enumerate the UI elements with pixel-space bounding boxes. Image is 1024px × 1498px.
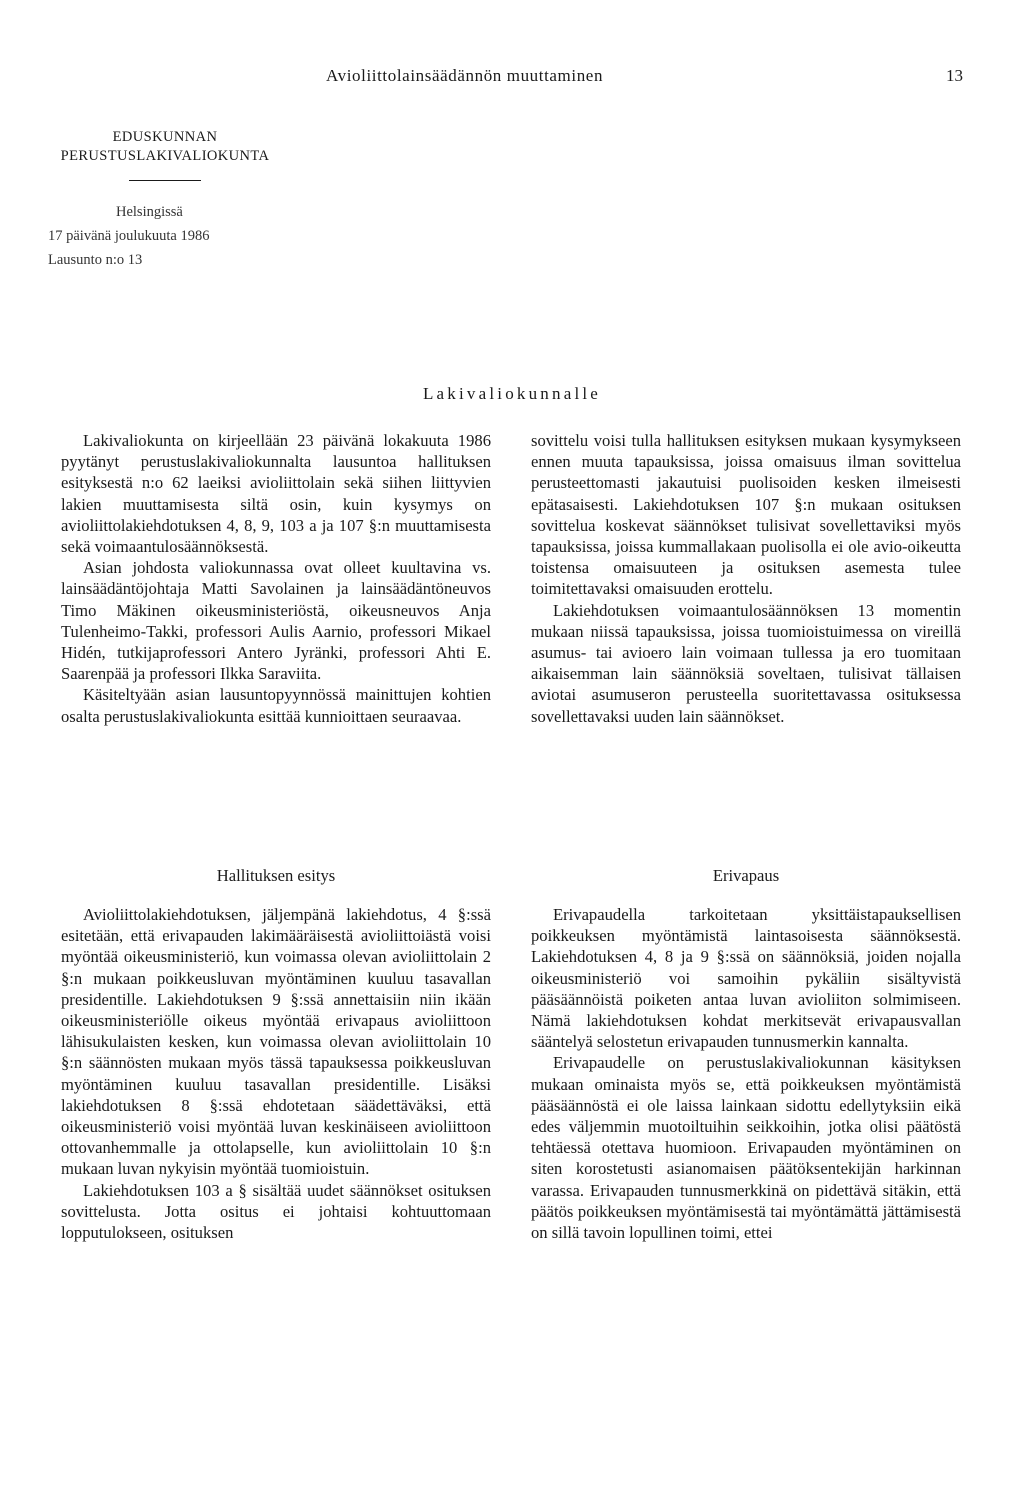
intro-right-column [531, 430, 961, 727]
intro-left-column [61, 430, 491, 727]
running-title: Avioliittolainsäädännön muuttaminen [326, 66, 604, 85]
place: Helsingissä [116, 204, 183, 220]
section-left-column [61, 904, 491, 1243]
paragraph: sovittelu voisi tulla hallituksen esityksen mukaan kysymykseen ennen muuta tapauksissa, joissa omaisuus ilman sovittelua perusteettomasti jakautuisi puolisoiden kesken ilmeisesti epätasaisesti. Lakiehdotuksen 107 §:n mukaan osituksen sovittelua koskevat säännökset tulisivat sovellettaviksi myös tapauksissa, joissa kummallakaan puolisolla ei ole avio-oikeutta toistensa omaisuuteen ja osituksen asemesta tulee toimitettavaksi omaisuuden erottelu. [531, 431, 961, 599]
section-right-column [531, 904, 961, 1243]
paragraph: Lakivaliokunta on kirjeellään 23 päivänä lokakuuta 1986 pyytänyt perustuslakivaliokunnalta lausuntoa hallituksen esityksestä n:o 62 laeiksi avioliittolain sekä siihen liittyvien lakien muuttamisesta siltä osin, kuin kysymys on avioliittolakiehdotuksen 4, 8, 9, 103 a ja 107 §:n muuttamisesta sekä voimaantulosäännöksestä. [61, 431, 491, 557]
addressee: Lakivaliokunnalle [422, 384, 602, 403]
letter-meta [48, 200, 209, 272]
paragraph: Erivapaudelle on perustuslakivaliokunnan käsityksen mukaan ominaista myös se, että poikkeuksen myöntämistä pääsäännöstä ei ole laissa lainkaan sidottu edellytyksiin eikä edes väljemmin muotoiltuihin seikkoihin, jotka olisi päätöstä tehtäessä otettava huomioon. Erivapauden myöntäminen on siten korostetusti asianomaisen päätöksentekijän harkinnan varassa. Erivapauden tunnusmerkkinä on pidettävä sitäkin, että päätös poikkeuksen myöntämisestä tai myöntämättä jättämisestä on sillä tavoin lopullinen toimi, ettei [531, 1053, 961, 1243]
paragraph: Erivapaudella tarkoitetaan yksittäistapauksellisen poikkeuksen myöntämistä laintasoisesta säännöksestä. Lakiehdotuksen 4, 8 ja 9 §:ssä on säännöksiä, joiden nojalla oikeusministeriö voi samoihin pykäliin sisältyvistä pääsäännöistä poiketen antaa luvan avioliiton solmimiseen. Nämä lakiehdotuksen kohdat merkitsevät erivapausvallan sääntelyä selostetun erivapauden tunnusmerkin kannalta. [531, 905, 961, 1052]
statement-number: Lausunto n:o 13 [48, 252, 143, 268]
running-header [0, 66, 1024, 88]
page-number: 13 [946, 66, 963, 85]
org-name-line2: PERUSTUSLAKIVALIOKUNTA [60, 148, 270, 164]
paragraph: Käsiteltyään asian lausuntopyynnössä mainittujen kohtien osalta perustuslakivaliokunta esittää kunnioittaen seuraavaa. [61, 685, 491, 726]
divider [129, 180, 201, 181]
paragraph: Lakiehdotuksen voimaantulosäännöksen 13 momentin mukaan niissä tapauksissa, joissa tuomioistuimessa on vireillä asumus- tai avioero lain voimaan tullessa ja ero tuomitaan aikaisemman lain säännöksiä soveltaen, tulisivat tällaisen aviotai asumuseron perusteella suoritettavassa osituksessa sovellettavaksi uuden lain säännökset. [531, 600, 961, 726]
letterhead [30, 128, 300, 181]
paragraph: Avioliittolakiehdotuksen, jäljempänä lakiehdotus, 4 §:ssä esitetään, että erivapauden lakimääräisestä avioliittoiästä voisi myöntää oikeusministeriö, kun voimassa olevan avioliittolain 2 §:n mukaan poikkeusluvan myöntäminen kuuluu tasavallan presidentille. Lakiehdotuksen 9 §:ssä annettaisiin niin ikään oikeusministeriölle oikeus myöntää erivapaus avioliittoon lähisukulaisten kesken, kun voimassa olevan avioliittolain 10 §:n säännösten mukaan myös tässä tapauksessa poikkeusluvan myöntäminen kuuluu tasavallan presidentille. Lisäksi lakiehdotuksen 8 §:ssä ehdotetaan säädettäväksi, että oikeusministeriö voisi myöntää luvan keskinäiseen avioliittoon ottovanhemmalle ja ottolapselle, kun avioliittolain 10 §:n mukaan luvan nykyisin myöntää tuomioistuin. [61, 905, 491, 1179]
section-heading-erivapaus: Erivapaus [712, 866, 780, 885]
date: 17 päivänä joulukuuta 1986 [48, 228, 210, 244]
paragraph: Lakiehdotuksen 103 a § sisältää uudet säännökset osituksen sovittelusta. Jotta ositus ei johtaisi kohtuuttomaan lopputulokseen, osituksen [61, 1180, 491, 1243]
section-heading-hallituksen-esitys: Hallituksen esitys [216, 866, 336, 885]
paragraph: Asian johdosta valiokunnassa ovat olleet kuultavina vs. lainsäädäntöjohtaja Matti Savolainen ja lainsäädäntöneuvos Timo Mäkinen oikeusministeriöstä, oikeusneuvos Anja Tulenheimo-Takki, professori Aulis Aarnio, professori Mikael Hidén, tutkijaprofessori Antero Jyränki, professori Ahti E. Saarenpää ja professori Ilkka Saraviita. [61, 558, 491, 684]
org-name-line1: EDUSKUNNAN [112, 129, 218, 145]
